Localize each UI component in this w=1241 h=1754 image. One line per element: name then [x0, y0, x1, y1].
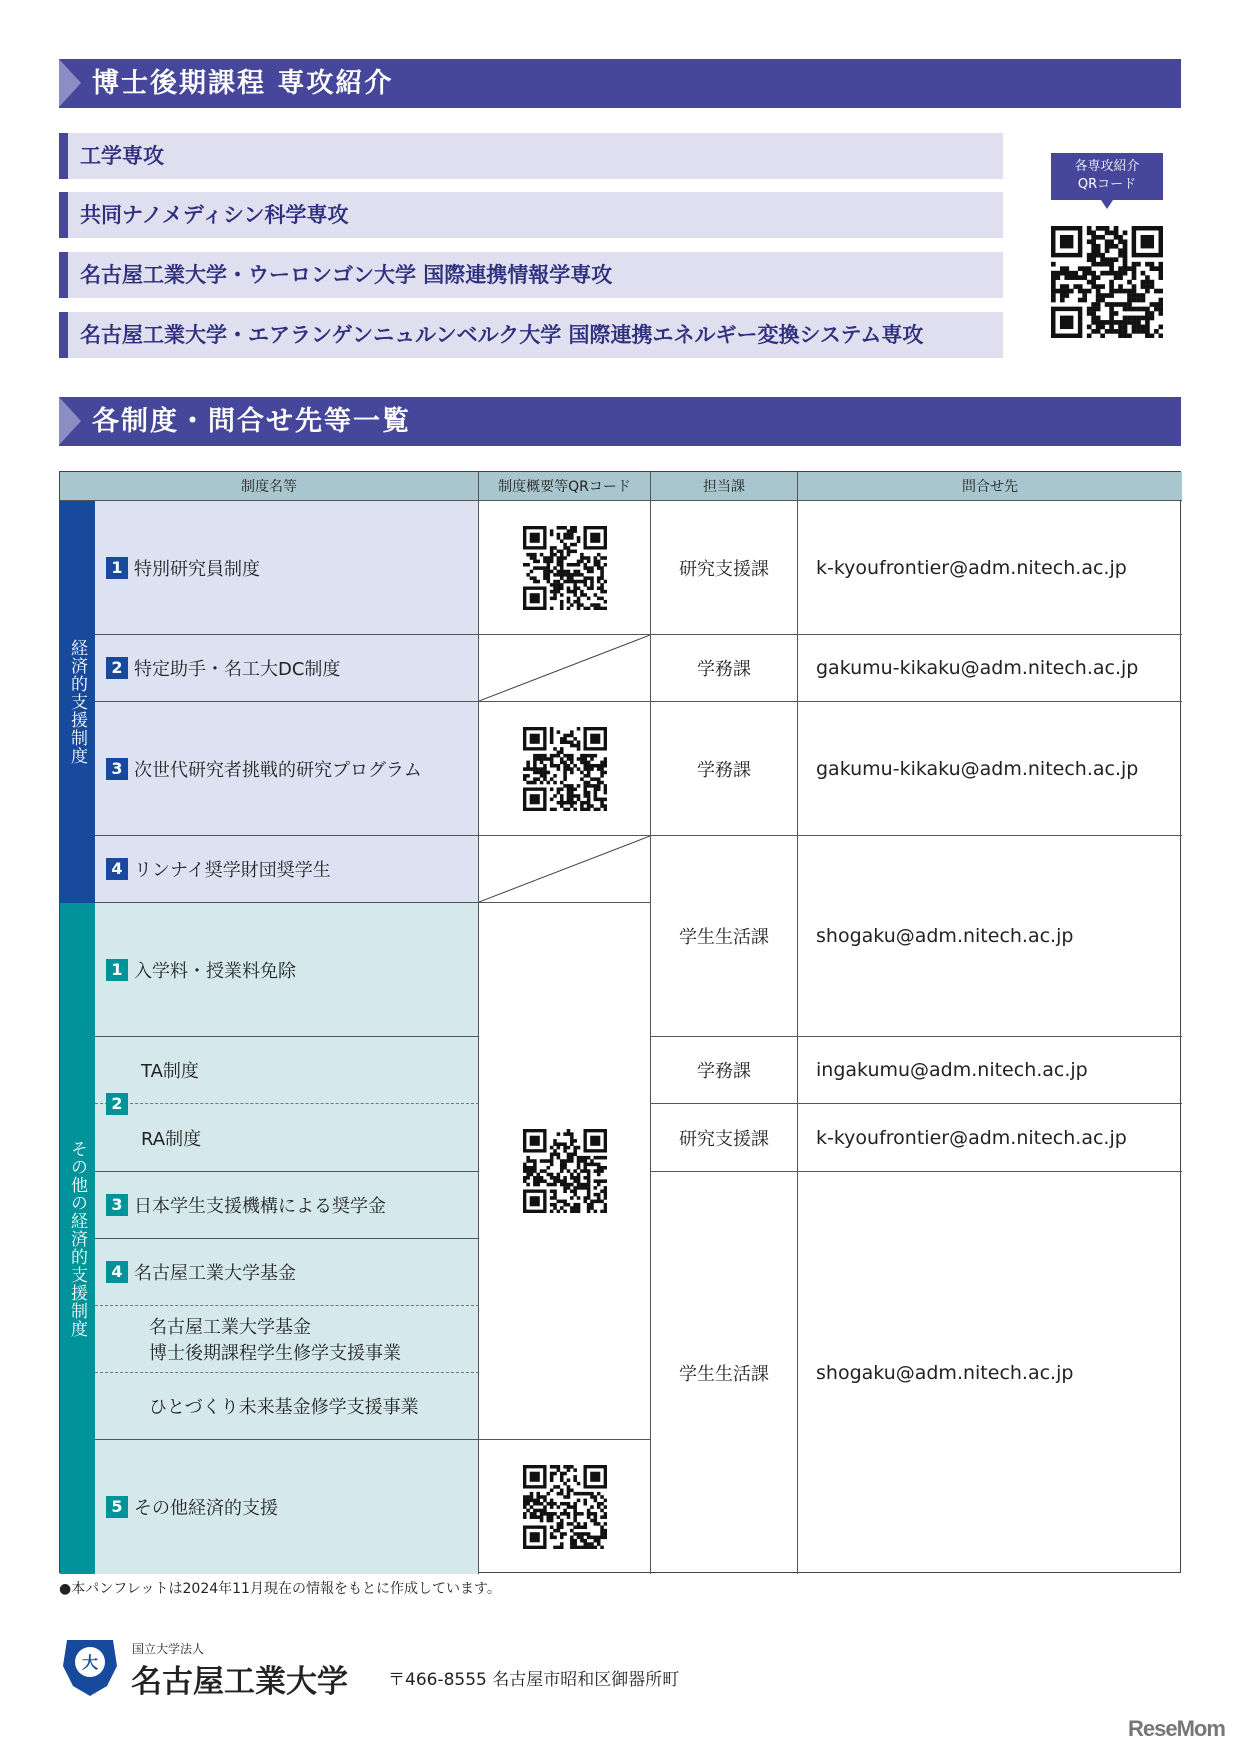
empty-cell — [479, 635, 651, 702]
table-row-name — [95, 702, 479, 836]
dept-cell: 研究支援課 — [651, 1104, 798, 1172]
system-name: TA制度 — [141, 1061, 199, 1082]
dept-cell: 学務課 — [651, 702, 798, 836]
contact-email[interactable]: shogaku@adm.nitech.ac.jp — [798, 836, 1182, 1037]
contact-email[interactable]: k-kyoufrontier@adm.nitech.ac.jp — [798, 501, 1182, 635]
table-row-name — [95, 1239, 479, 1306]
arrow-icon — [59, 397, 81, 445]
system-name: 名古屋工業大学基金 — [134, 1263, 296, 1284]
contact-email[interactable]: gakumu-kikaku@adm.nitech.ac.jp — [798, 635, 1182, 702]
table-row-name — [95, 501, 479, 635]
table-row-subname — [95, 1306, 479, 1373]
contact-email[interactable]: gakumu-kikaku@adm.nitech.ac.jp — [798, 702, 1182, 836]
qr-cell — [479, 1440, 651, 1574]
table-row-name — [95, 635, 479, 702]
col-header: 問合せ先 — [798, 472, 1182, 501]
number-badge: 2 — [106, 1093, 128, 1115]
section-title: 博士後期課程 専攻紹介 — [92, 68, 394, 99]
dept-cell: 学生生活課 — [651, 1172, 798, 1574]
major-item: 名古屋工業大学・エアランゲンニュルンベルク大学 国際連携エネルギー変換システム専攻 — [59, 312, 1003, 358]
table-row-name — [95, 1172, 479, 1239]
qr-code[interactable] — [523, 1465, 607, 1549]
watermark: ReseMom — [1128, 1716, 1225, 1741]
footnote: ●本パンフレットは2024年11月現在の情報をもとに作成しています。 — [59, 1581, 501, 1597]
qr-cell — [479, 903, 651, 1440]
qr-code[interactable] — [523, 1129, 607, 1213]
col-header: 制度概要等QRコード — [479, 472, 651, 501]
table-row-name — [95, 903, 479, 1037]
contact-email[interactable]: ingakumu@adm.nitech.ac.jp — [798, 1037, 1182, 1104]
system-name: 次世代研究者挑戦的研究プログラム — [134, 759, 422, 781]
dept-cell: 学務課 — [651, 1037, 798, 1104]
dept-cell: 学生生活課 — [651, 836, 798, 1037]
number-badge: 3 — [106, 1194, 128, 1216]
diagonal-line — [479, 635, 650, 701]
section-header-majors — [59, 59, 1181, 108]
svg-text:大: 大 — [81, 1653, 99, 1672]
major-item: 共同ナノメディシン科学専攻 — [59, 192, 1003, 238]
qr-cell — [479, 501, 651, 635]
address: 〒466-8555 名古屋市昭和区御器所町 — [388, 1670, 680, 1690]
dept-cell: 学務課 — [651, 635, 798, 702]
systems-table — [59, 471, 1181, 1573]
major-item: 工学専攻 — [59, 133, 1003, 179]
system-name: 特別研究員制度 — [134, 558, 260, 580]
number-badge: 1 — [106, 959, 128, 981]
table-row-subname — [95, 1373, 479, 1440]
col-header: 制度名等 — [60, 472, 479, 501]
table-row-name — [95, 1037, 479, 1104]
section-header-systems — [59, 397, 1181, 446]
system-name: 名古屋工業大学基金 — [149, 1317, 311, 1338]
callout-line: 各専攻紹介 — [1074, 159, 1140, 174]
system-name: 日本学生支援機構による奨学金 — [134, 1196, 386, 1217]
empty-cell — [479, 836, 651, 903]
diagonal-line — [479, 836, 650, 902]
system-name: 入学料・授業料免除 — [134, 960, 296, 982]
system-name: その他経済的支援 — [134, 1498, 278, 1519]
university-logo — [59, 1636, 121, 1698]
number-badge: 5 — [106, 1496, 128, 1518]
qr-code-majors[interactable] — [1051, 226, 1163, 338]
contact-email[interactable]: shogaku@adm.nitech.ac.jp — [816, 1362, 1074, 1384]
table-row-name — [95, 1104, 479, 1172]
org-name: 名古屋工業大学 — [131, 1664, 348, 1700]
major-item: 名古屋工業大学・ウーロンゴン大学 国際連携情報学専攻 — [59, 252, 1003, 298]
number-badge: 3 — [106, 758, 128, 780]
org-type: 国立大学法人 — [132, 1642, 205, 1656]
contact-email[interactable]: k-kyoufrontier@adm.nitech.ac.jp — [798, 1104, 1182, 1172]
group-label-economic-support: 経済的支援制度 — [60, 501, 95, 903]
emblem-icon — [59, 1636, 121, 1698]
system-name: RA制度 — [141, 1128, 202, 1150]
system-name: ひとづくり未来基金修学支援事業 — [149, 1397, 419, 1418]
number-badge: 4 — [106, 1261, 128, 1283]
qr-cell — [479, 702, 651, 836]
system-name: 博士後期課程学生修学支援事業 — [149, 1343, 401, 1364]
qr-callout — [1051, 153, 1163, 200]
number-badge: 2 — [106, 657, 128, 679]
dept-cell: 研究支援課 — [651, 501, 798, 635]
section-title: 各制度・問合せ先等一覧 — [92, 406, 411, 437]
qr-code[interactable] — [523, 526, 607, 610]
table-row-name — [95, 1440, 479, 1574]
col-header: 担当課 — [651, 472, 798, 501]
group-label-other-support: その他の経済的支援制度 — [60, 903, 95, 1574]
system-name: 特定助手・名工大DC制度 — [134, 659, 341, 680]
arrow-icon — [59, 59, 81, 107]
callout-line: QRコード — [1077, 177, 1137, 192]
table-row-name — [95, 836, 479, 903]
system-name: リンナイ奨学財団奨学生 — [134, 860, 331, 881]
number-badge: 1 — [106, 557, 128, 579]
qr-code[interactable] — [523, 727, 607, 811]
number-badge: 4 — [106, 858, 128, 880]
